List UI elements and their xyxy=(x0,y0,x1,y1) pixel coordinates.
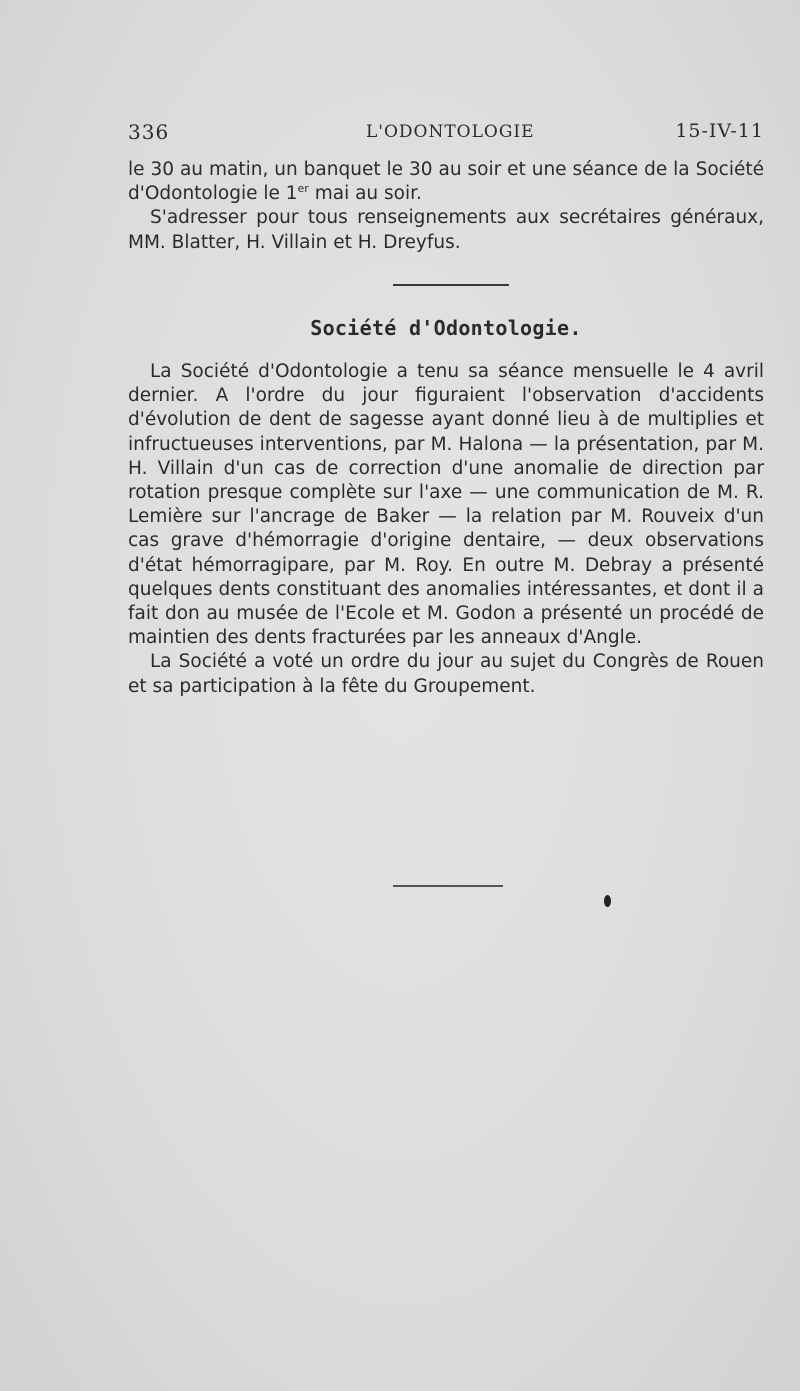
intro-paragraph-2: S'adresser pour tous renseignements aux secrétaires généraux, MM. Blatter, H. Villain et H. Dreyfus. xyxy=(128,207,764,253)
ink-blot xyxy=(604,895,611,907)
section-divider xyxy=(393,284,509,286)
section-paragraph-2: La Société a voté un ordre du jour au sujet du Congrès de Rouen et sa participation à la fête du Groupement. xyxy=(128,651,764,697)
intro-text xyxy=(128,158,764,255)
section-body xyxy=(128,360,764,699)
page-number: 336 xyxy=(128,120,170,144)
section-heading: Société d'Odontologie. xyxy=(310,316,582,340)
issue-date: 15-IV-11 xyxy=(675,120,764,142)
superscript: er xyxy=(297,182,309,196)
end-divider xyxy=(393,885,503,887)
journal-title: L'ODONTOLOGIE xyxy=(366,122,535,142)
running-head xyxy=(128,120,764,146)
intro-paragraph-1: le 30 au matin, un banquet le 30 au soir et une séance de la Société d'Odontologie le 1er mai au soir. xyxy=(128,159,764,205)
section-paragraph-1: La Société d'Odontologie a tenu sa séance mensuelle le 4 avril dernier. A l'ordre du jour figuraient l'observation d'accidents d'évolution de dent de sagesse ayant donné lieu à de multiplies et infructueuses interventions, par M. Halona — la présentation, par M. H. Villain d'un cas de correction d'une anomalie de direction par rotation presque complète sur l'axe — une communication de M. R. Lemière sur l'ancrage de Baker — la relation par M. Rouveix d'un cas grave d'hémorragie d'origine dentaire, — deux observations d'état hémorragipare, par M. Roy. En outre M. Debray a présenté quelques dents constituant des anomalies intéressantes, et dont il a fait don au musée de l'Ecole et M. Godon a présenté un procédé de maintien des dents fracturées par les anneaux d'Angle. xyxy=(128,361,764,649)
